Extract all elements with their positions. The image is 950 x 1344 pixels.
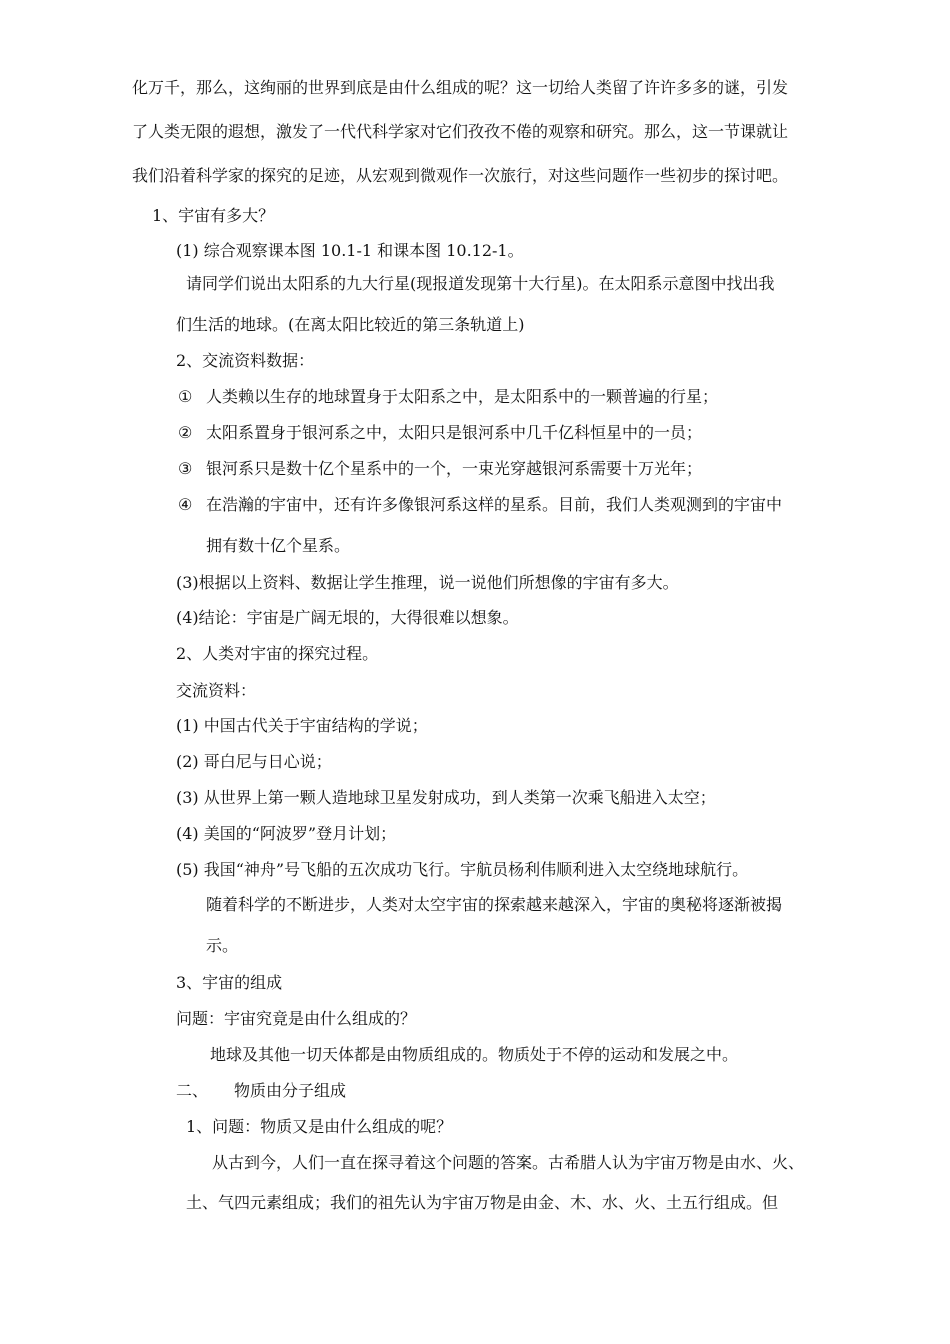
data-item-1: 人类赖以生存的地球置身于太阳系之中，是太阳系中的一颗普遍的行星；	[206, 387, 719, 406]
part-2-number: 二、	[176, 1081, 209, 1100]
intro-line-1: 化万千，那么，这绚丽的世界到底是由什么组成的呢？这一切给人类留了许许多多的谜，引发	[132, 78, 789, 97]
reasoning-paragraph: (3)根据以上资料、数据让学生推理，说一说他们所想像的宇宙有多大。	[176, 573, 679, 592]
section-2-conclusion-line-2: 示。	[206, 936, 239, 955]
observation-paragraph-line-1: 请同学们说出太阳系的九大行星(现报道发现第十大行星)。在太阳系示意图中找出我	[186, 274, 775, 293]
part-2-question: 1、问题：物质又是由什么组成的呢？	[186, 1117, 453, 1136]
item-marker-1: ①	[178, 387, 193, 406]
item-marker-2: ②	[178, 423, 193, 442]
history-item-3: (3) 从世界上第一颗人造地球卫星发射成功，到人类第一次乘飞船进入太空；	[176, 788, 716, 807]
section-3-answer: 地球及其他一切天体都是由物质组成的。物质处于不停的运动和发展之中。	[210, 1045, 739, 1064]
section-2-conclusion-line-1: 随着科学的不断进步，人类对太空宇宙的探索越来越深入，宇宙的奥秘将逐渐被揭	[206, 895, 783, 914]
data-item-4-continued: 拥有数十亿个星系。	[206, 536, 351, 555]
section-3-heading: 3、宇宙的组成	[176, 973, 283, 992]
part-2-title: 物质由分子组成	[234, 1081, 347, 1100]
exchange-materials-label: 交流资料：	[176, 681, 257, 700]
observation-item: (1) 综合观察课本图 10.1-1 和课本图 10.12-1。	[176, 241, 524, 260]
section-3-question: 问题：宇宙究竟是由什么组成的？	[176, 1009, 417, 1028]
observation-paragraph-line-2: 们生活的地球。(在离太阳比较近的第三条轨道上)	[176, 315, 525, 334]
data-item-2: 太阳系置身于银河系之中，太阳只是银河系中几千亿科恒星中的一员；	[206, 423, 703, 442]
section-1-heading: 1、宇宙有多大？	[152, 206, 275, 225]
history-item-5: (5) 我国“神舟”号飞船的五次成功飞行。宇航员杨利伟顺利进入太空绕地球航行。	[176, 860, 749, 879]
history-item-1: (1) 中国古代关于宇宙结构的学说；	[176, 716, 428, 735]
data-exchange-heading: 2、交流资料数据：	[176, 351, 315, 370]
section-2-heading: 2、人类对宇宙的探究过程。	[176, 644, 379, 663]
data-item-4: 在浩瀚的宇宙中，还有许多像银河系这样的星系。目前，我们人类观测到的宇宙中	[206, 495, 783, 514]
intro-line-3: 我们沿着科学家的探究的足迹，从宏观到微观作一次旅行，对这些问题作一些初步的探讨吧。	[132, 166, 789, 185]
data-item-3: 银河系只是数十亿个星系中的一个，一束光穿越银河系需要十万光年；	[206, 459, 703, 478]
item-marker-4: ④	[178, 495, 193, 514]
intro-line-2: 了人类无限的遐想，激发了一代代科学家对它们孜孜不倦的观察和研究。那么，这一节课就让	[132, 122, 789, 141]
item-marker-3: ③	[178, 459, 193, 478]
part-2-paragraph-line-1: 从古到今，人们一直在探寻着这个问题的答案。古希腊人认为宇宙万物是由水、火、	[212, 1153, 805, 1172]
history-item-2: (2) 哥白尼与日心说；	[176, 752, 332, 771]
conclusion-paragraph: (4)结论：宇宙是广阔无垠的，大得很难以想象。	[176, 608, 519, 627]
part-2-paragraph-line-2: 土、气四元素组成；我们的祖先认为宇宙万物是由金、木、水、火、土五行组成。但	[186, 1193, 779, 1212]
history-item-4: (4) 美国的“阿波罗”登月计划；	[176, 824, 397, 843]
